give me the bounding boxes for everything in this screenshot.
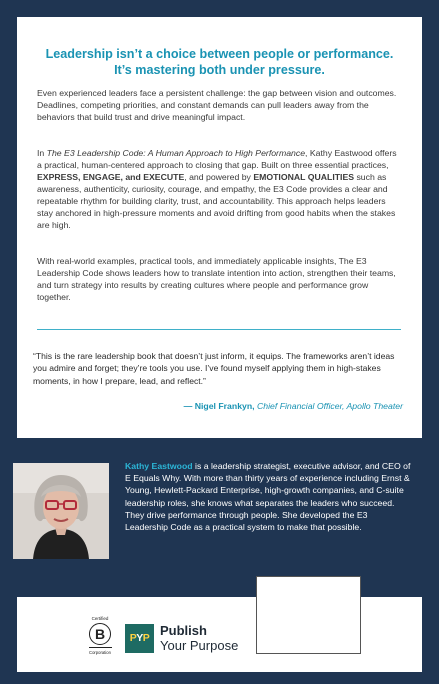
headline-line2: It’s mastering both under pressure.: [114, 63, 325, 77]
bcorp-divider: [89, 647, 112, 648]
author-name: Kathy Eastwood: [125, 461, 193, 471]
description-in: In: [37, 148, 47, 158]
headline: [37, 46, 402, 78]
bcorp-certified-label: Certified: [91, 616, 109, 621]
author-bio-text: is a leadership strategist, executive advisor, and CEO of E Equals Why. With more than thirty years of experience including Ernst & Young, Hewlett-Packard Enterprise, high-growth companies, and C-suite leadership roles, she knows what separates the leaders who succeed. They drive performance through people. She developed the E3 Leadership Code as a practical system to make that possible.: [125, 461, 411, 533]
description-paragraph: [37, 147, 403, 231]
bcorp-b-icon: B: [89, 623, 111, 645]
divider: [37, 329, 401, 330]
closing-paragraph: With real-world examples, practical tools, and immediately applicable insights, The E3 Leadership Code shows leaders how to translate intention into action, strengthen their teams, and turn strategy into results by creating cultures where people and performance grow together.: [37, 256, 396, 302]
footer: [17, 597, 422, 672]
publisher-logo-icon: [125, 624, 154, 653]
publisher-mark-p2: P: [142, 632, 150, 644]
back-cover-panel: [17, 17, 422, 438]
intro-paragraph: Even experienced leaders face a persistent challenge: the gap between vision and outcomes. Deadlines, competing priorities, and constant demands can pull leaders away from the behaviors that build trust and drive meaningful impact.: [37, 88, 397, 122]
b-corp-logo: [85, 616, 115, 662]
description-part2: , and powered by: [184, 172, 254, 182]
barcode-placeholder: [256, 576, 361, 654]
book-title: The E3 Leadership Code: A Human Approach to High Performance: [46, 148, 306, 158]
publisher-mark-y: Y: [136, 632, 143, 644]
endorser-title: Chief Financial Officer, Apollo Theater: [257, 401, 403, 411]
headline-line1: Leadership isn’t a choice between people or performance.: [45, 47, 394, 61]
author-photo: [13, 463, 109, 559]
emotional-qualities-text: EMOTIONAL QUALITIES: [253, 172, 355, 182]
publisher-name-line2: Your Purpose: [160, 638, 239, 653]
endorsement-quote: “This is the rare leadership book that doesn’t just inform, it equips. The frameworks aren’t ideas you admire and forget; they’re tools you use. I’ve found myself applying them in high-stakes moments, in how I prepare, lead, and reflect.”: [33, 351, 395, 386]
practices-text: EXPRESS, ENGAGE, and EXECUTE: [37, 172, 185, 182]
bcorp-corporation-label: Corporation: [89, 650, 111, 655]
description-part3: such as awareness, authenticity, curiosity, courage, and empathy, the E3 Code provides a clear and repeatable rhythm for building clarity, trust, and accountability. This approach helps leaders stay anchored in high-pressure moments and avoid drifting from good habits when the stakes are high.: [37, 172, 396, 230]
publisher-name-line1: Publish: [160, 623, 207, 638]
author-bio: [125, 460, 411, 533]
publisher-mark-p1: P: [129, 632, 137, 644]
endorsement-attribution: [184, 401, 403, 411]
description-part1: , Kathy Eastwood offers a practical, human-centered approach to closing that gap. Built on three essential practices,: [37, 148, 397, 170]
author-portrait-image: [13, 463, 109, 559]
endorser-name: — Nigel Frankyn,: [183, 401, 255, 411]
